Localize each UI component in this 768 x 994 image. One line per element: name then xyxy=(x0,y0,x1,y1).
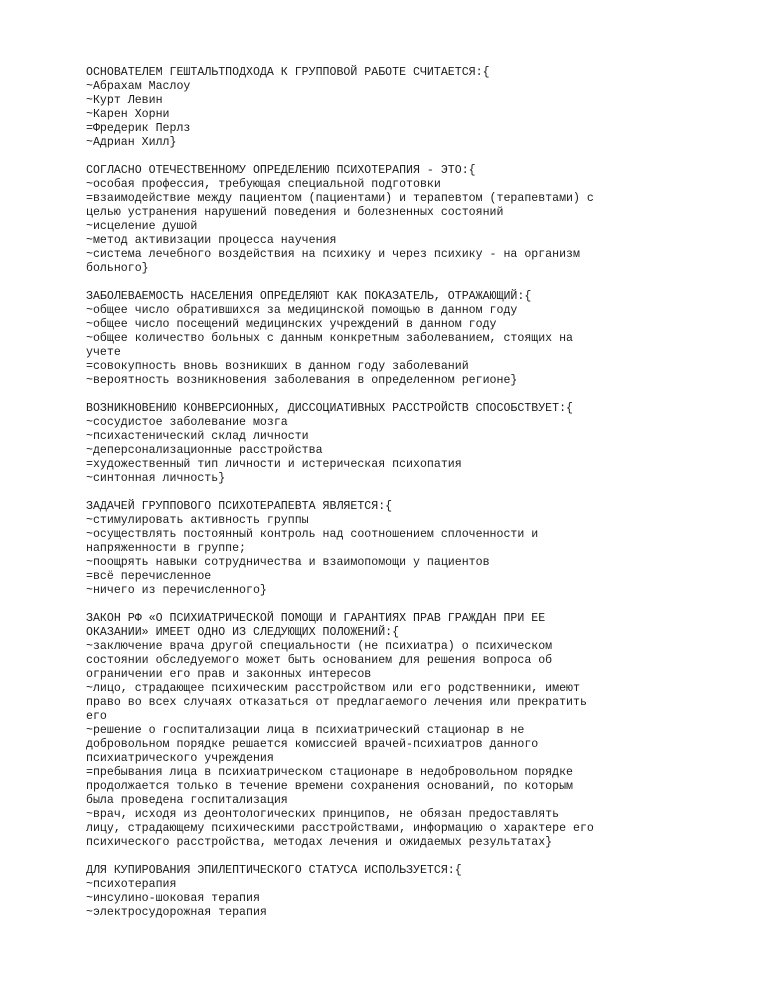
answer-option-continuation: учете xyxy=(86,346,121,359)
answer-option: ~инсулино-шоковая терапия xyxy=(86,892,260,905)
question-stem: ЗАКОН РФ «О ПСИХИАТРИЧЕСКОЙ ПОМОЩИ И ГАРАНТИЯХ ПРАВ ГРАЖДАН ПРИ ЕЕ xyxy=(86,612,546,625)
question-stem: ЗАБОЛЕВАЕМОСТЬ НАСЕЛЕНИЯ ОПРЕДЕЛЯЮТ КАК ПОКАЗАТЕЛЬ, ОТРАЖАЮЩИЙ:{ xyxy=(86,290,532,303)
answer-option: ~сосудистое заболевание мозга xyxy=(86,416,288,429)
answer-option-correct: =Фредерик Перлз xyxy=(86,122,191,135)
answer-option-correct: =совокупность вновь возникших в данном году заболеваний xyxy=(86,360,469,373)
answer-option: ~общее количество больных с данным конкретным заболеванием, стоящих на xyxy=(86,332,574,345)
answer-option: ~врач, исходя из деонтологических принципов, не обязан предоставлять xyxy=(86,808,560,821)
answer-option: ~поощрять навыки сотрудничества и взаимопомощи у пациентов xyxy=(86,556,490,569)
answer-option-continuation: его xyxy=(86,710,107,723)
answer-option: ~психотерапия xyxy=(86,878,177,891)
answer-option: ~Карен Хорни xyxy=(86,108,170,121)
answer-option: ~система лечебного воздействия на психику и через психику - на организм xyxy=(86,248,580,261)
question-stem: ВОЗНИКНОВЕНИЮ КОНВЕРСИОННЫХ, ДИССОЦИАТИВНЫХ РАССТРОЙСТВ СПОСОБСТВУЕТ:{ xyxy=(86,402,574,415)
answer-option-continuation: была проведена госпитализация xyxy=(86,794,288,807)
question-block xyxy=(86,402,706,486)
answer-option-continuation: целью устранения нарушений поведения и болезненных состояний xyxy=(86,206,504,219)
answer-option: ~стимулировать активность группы xyxy=(86,514,309,527)
answer-option-continuation: напряженности в группе; xyxy=(86,542,247,555)
answer-option-continuation: психического расстройства, методах лечения и ожидаемых результатах} xyxy=(86,836,553,849)
answer-option-correct: =всё перечисленное xyxy=(86,570,212,583)
answer-option-correct: =художественный тип личности и истерическая психопатия xyxy=(86,458,462,471)
answer-option: ~метод активизации процесса научения xyxy=(86,234,337,247)
question-block xyxy=(86,612,706,850)
answer-option: ~исцеление душой xyxy=(86,220,198,233)
question-block xyxy=(86,290,706,388)
answer-option-correct: =взаимодействие между пациентом (пациентами) и терапевтом (терапевтами) с xyxy=(86,192,594,205)
answer-option: ~особая профессия, требующая специальной подготовки xyxy=(86,178,441,191)
answer-option: ~электросудорожная терапия xyxy=(86,906,267,919)
answer-option: ~решение о госпитализации лица в психиатрический стационар в не xyxy=(86,724,525,737)
answer-option: ~деперсонализационные расстройства xyxy=(86,444,323,457)
question-stem: ОСНОВАТЕЛЕМ ГЕШТАЛЬТПОДХОДА К ГРУППОВОЙ РАБОТЕ СЧИТАЕТСЯ:{ xyxy=(86,66,490,79)
answer-option-continuation: продолжается только в течение времени сохранения оснований, по которым xyxy=(86,780,574,793)
answer-option-continuation: лицу, страдающему психическими расстройствами, информацию о характере его xyxy=(86,822,594,835)
answer-option: ~Адриан Хилл} xyxy=(86,136,177,149)
answer-option: ~Курт Левин xyxy=(86,94,163,107)
answer-option: ~заключение врача другой специальности (не психиатра) о психическом xyxy=(86,640,553,653)
answer-option-continuation: право во всех случаях отказаться от предлагаемого лечения или прекратить xyxy=(86,696,587,709)
answer-option: ~ничего из перечисленного} xyxy=(86,584,267,597)
question-stem: ЗАДАЧЕЙ ГРУППОВОГО ПСИХОТЕРАПЕВТА ЯВЛЯЕТСЯ:{ xyxy=(86,500,393,513)
answer-option: ~лицо, страдающее психическим расстройством или его родственники, имеют xyxy=(86,682,580,695)
question-block xyxy=(86,500,706,598)
answer-option-continuation: ограничении его прав и законных интересов xyxy=(86,668,372,681)
document-page xyxy=(86,66,706,934)
answer-option-continuation: больного} xyxy=(86,262,149,275)
question-block xyxy=(86,66,706,150)
answer-option: ~психастенический склад личности xyxy=(86,430,309,443)
answer-option: ~осуществлять постоянный контроль над соотношением сплоченности и xyxy=(86,528,539,541)
answer-option-correct: =пребывания лица в психиатрическом стационаре в недобровольном порядке xyxy=(86,766,574,779)
answer-option-continuation: психиатрического учреждения xyxy=(86,752,274,765)
question-stem-continuation: ОКАЗАНИИ» ИМЕЕТ ОДНО ИЗ СЛЕДУЮЩИХ ПОЛОЖЕНИЙ:{ xyxy=(86,626,400,639)
question-stem: СОГЛАСНО ОТЕЧЕСТВЕННОМУ ОПРЕДЕЛЕНИЮ ПСИХОТЕРАПИЯ - ЭТО:{ xyxy=(86,164,476,177)
answer-option-continuation: состоянии обследуемого может быть основанием для решения вопроса об xyxy=(86,654,553,667)
question-block xyxy=(86,164,706,276)
answer-option: ~общее число обратившихся за медицинской помощью в данном году xyxy=(86,304,518,317)
answer-option: ~синтонная личность} xyxy=(86,472,226,485)
answer-option: ~общее число посещений медицинских учреждений в данном году xyxy=(86,318,497,331)
question-block xyxy=(86,864,706,920)
answer-option-continuation: добровольном порядке решается комиссией врачей-психиатров данного xyxy=(86,738,539,751)
answer-option: ~вероятность возникновения заболевания в определенном регионе} xyxy=(86,374,518,387)
question-stem: ДЛЯ КУПИРОВАНИЯ ЭПИЛЕПТИЧЕСКОГО СТАТУСА ИСПОЛЬЗУЕТСЯ:{ xyxy=(86,864,462,877)
answer-option: ~Абрахам Маслоу xyxy=(86,80,191,93)
